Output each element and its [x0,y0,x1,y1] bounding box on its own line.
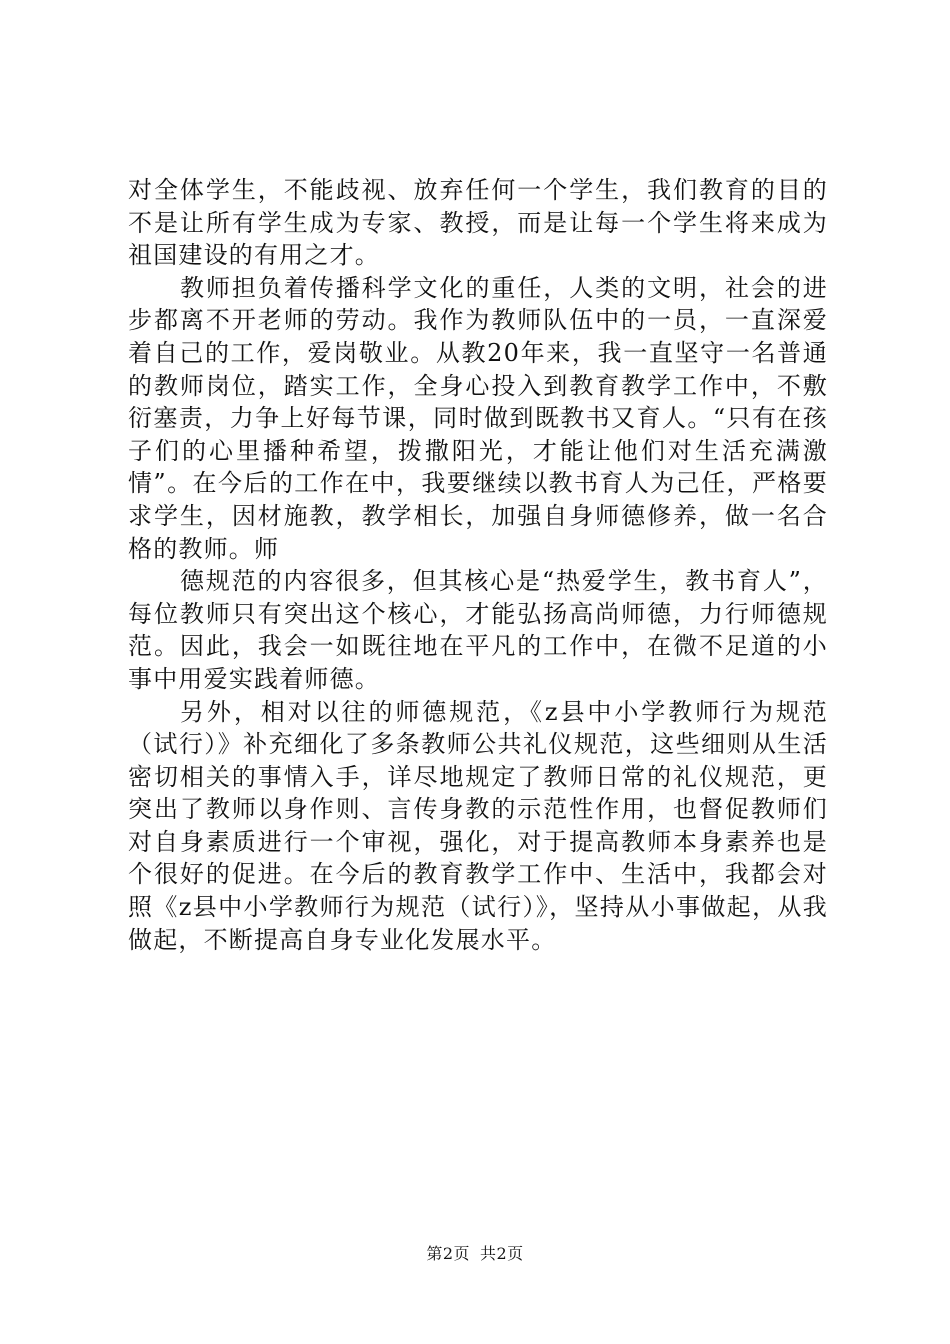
paragraph-4: 另外，相对以往的师德规范，《z县中小学教师行为规范（试行）》补充细化了多条教师公共礼仪规范，这些细则从生活密切相关的事情入手，详尽地规定了教师日常的礼仪规范，更突出了教师以身作则、言传身教的示范性作用，也督促教师们对自身素质进行一个审视，强化，对于提高教师本身素养也是个很好的促进。在今后的教育教学工作中、生活中，我都会对照《z县中小学教师行为规范（试行）》，坚持从小事做起，从我做起，不断提高自身专业化发展水平。 [128,697,828,954]
paragraph-1: 对全体学生，不能歧视、放弃任何一个学生，我们教育的目的不是让所有学生成为专家、教授，而是让每一个学生将来成为祖国建设的有用之才。 [128,176,828,270]
paragraph-2: 教师担负着传播科学文化的重任，人类的文明，社会的进步都离不开老师的劳动。我作为教师队伍中的一员，一直深爱着自己的工作，爱岗敬业。从教20年来，我一直坚守一名普通的教师岗位，踏实工作，全身心投入到教育教学工作中，不敷衍塞责，力争上好每节课，同时做到既教书又育人。“只有在孩子们的心里播种希望，拨撒阳光，才能让他们对生活充满激情”。在今后的工作在中，我要继续以教书育人为己任，严格要求学生，因材施教，教学相长，加强自身师德修养，做一名合格的教师。师 [128,273,828,563]
document-body [128,174,828,956]
page-footer [0,1243,950,1265]
total-pages: 共2页 [480,1244,524,1263]
paragraph-3: 德规范的内容很多，但其核心是“热爱学生，教书育人”，每位教师只有突出这个核心，才能弘扬高尚师德，力行师德规范。因此，我会一如既往地在平凡的工作中，在微不足道的小事中用爱实践着师德。 [128,567,828,693]
page-number: 第2页 [426,1244,470,1263]
